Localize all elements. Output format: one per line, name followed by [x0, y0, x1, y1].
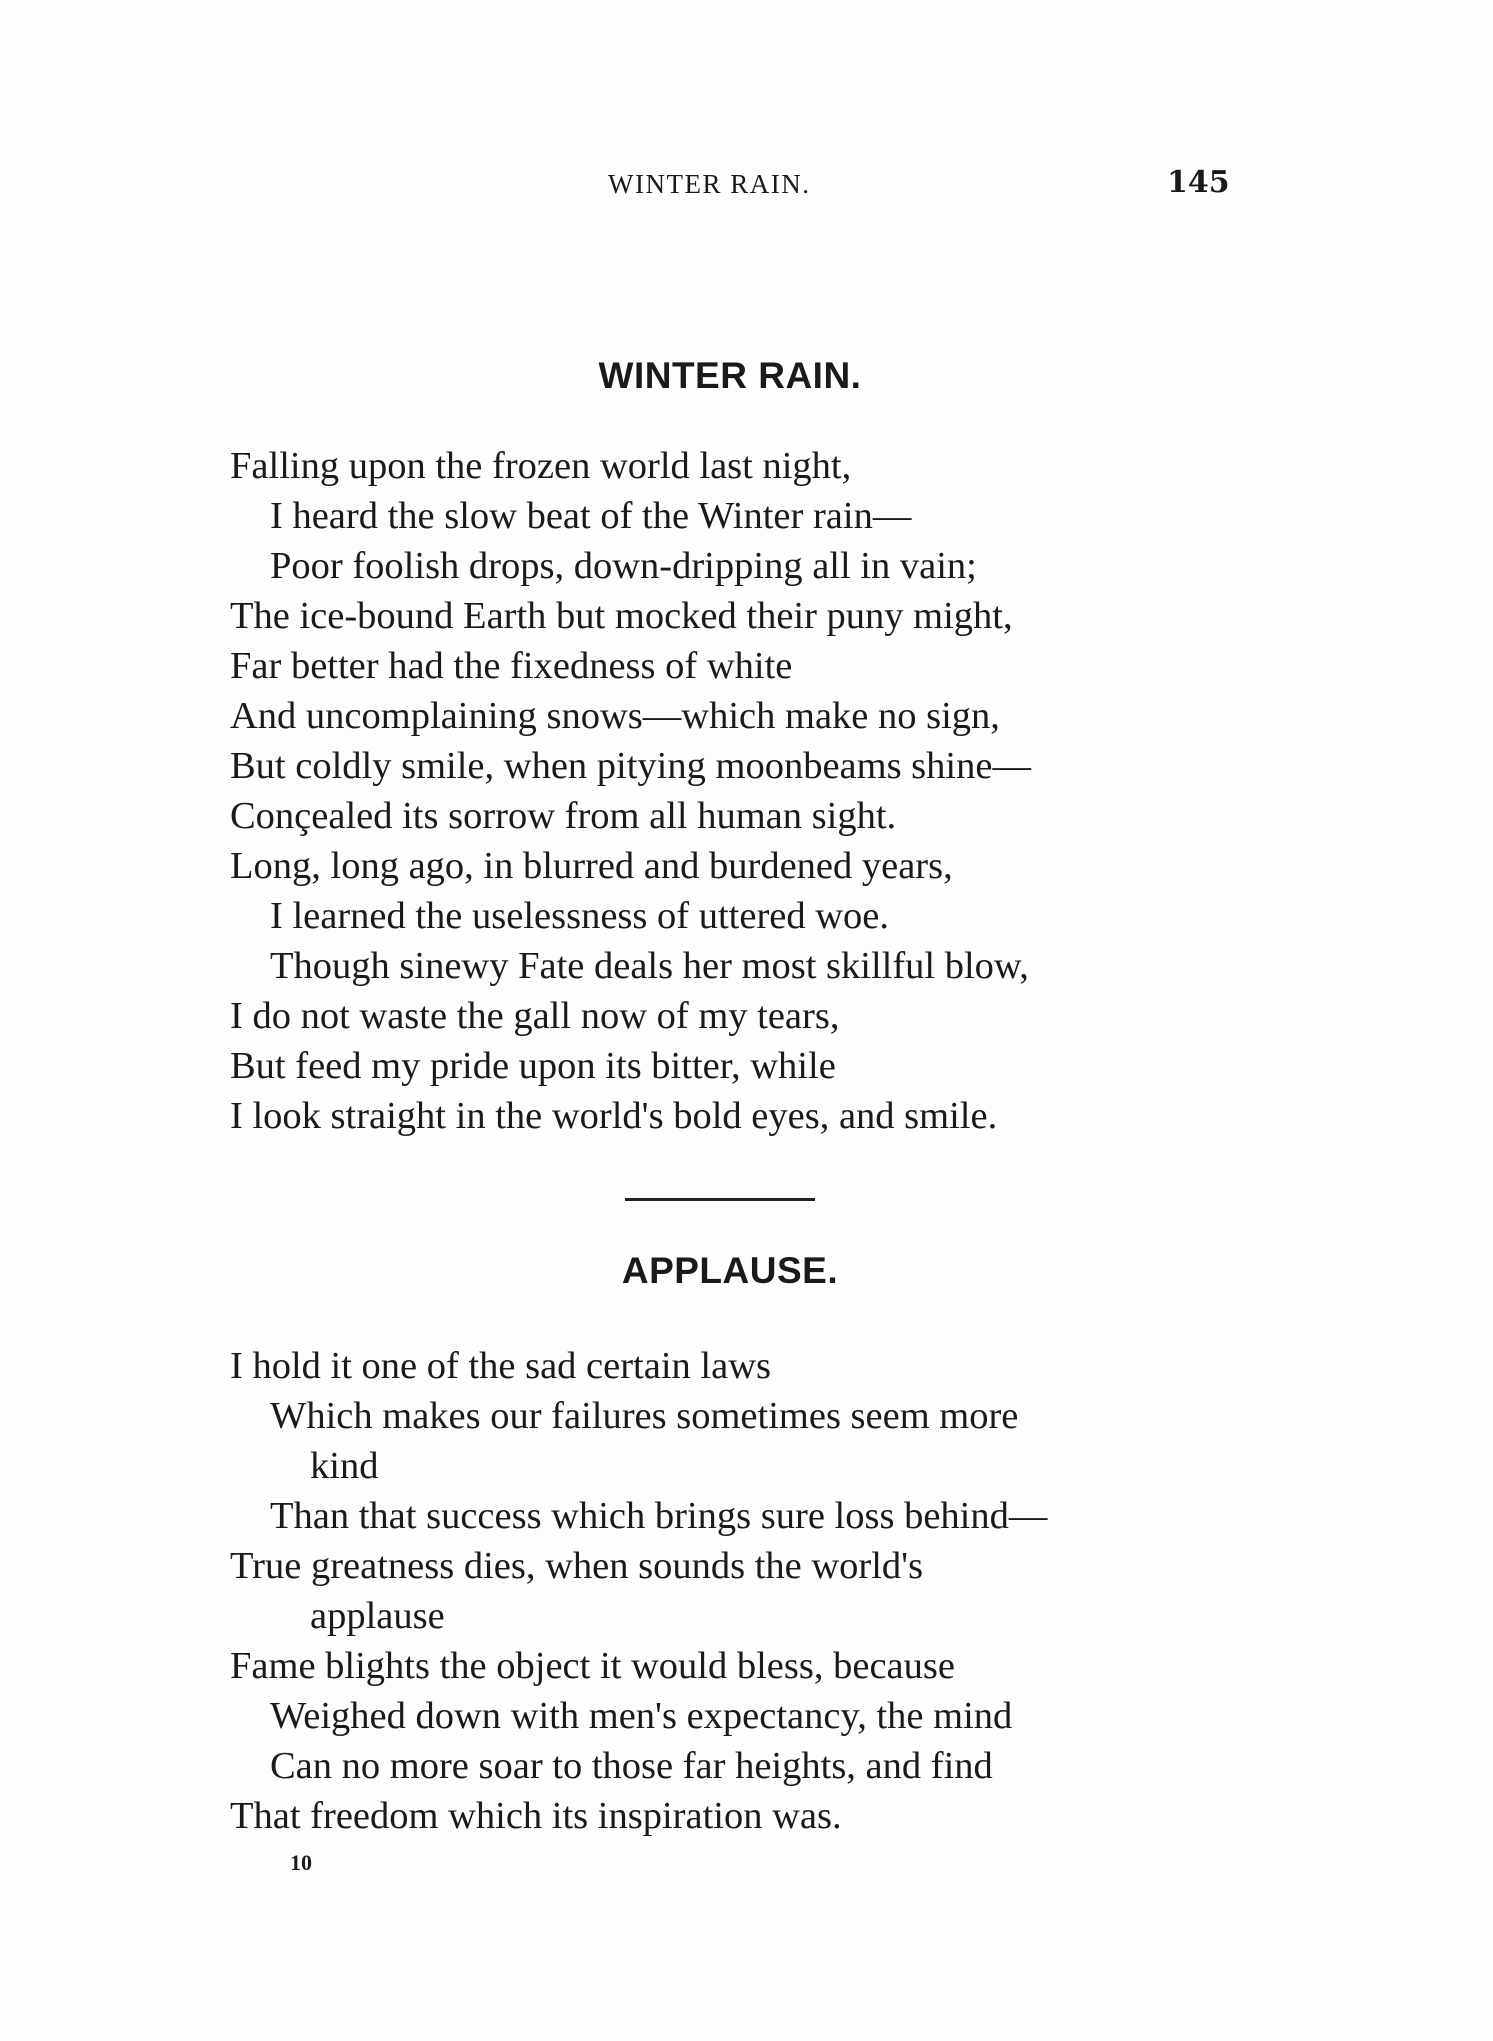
poem-line: Falling upon the frozen world last night, — [230, 445, 852, 487]
poem-title: APPLAUSE. — [621, 1250, 839, 1291]
poem-line: The ice-bound Earth but mocked their puny might, — [230, 595, 1013, 637]
poem-line: And uncomplaining snows—which make no sign, — [230, 695, 1000, 737]
signature-mark: 10 — [290, 1850, 312, 1875]
running-head — [0, 165, 1493, 205]
poem-body — [230, 441, 1230, 1141]
poem-line: Conçealed its sorrow from all human sight. — [230, 795, 897, 837]
poem-body — [230, 1341, 1230, 1841]
poem-line: I do not waste the gall now of my tears, — [230, 995, 840, 1037]
poem-line-continuation: applause — [310, 1595, 445, 1637]
poem-line: That freedom which its inspiration was. — [230, 1795, 842, 1837]
poem-line: Weighed down with men's expectancy, the mind — [270, 1695, 1013, 1737]
poem-line: I look straight in the world's bold eyes, and smile. — [230, 1095, 998, 1137]
poem-line: Poor foolish drops, down-dripping all in vain; — [270, 545, 977, 587]
poem-line: Long, long ago, in blurred and burdened years, — [230, 845, 953, 887]
poem-line: Than that success which brings sure loss behind— — [270, 1495, 1048, 1537]
poem-line: True greatness dies, when sounds the world's — [230, 1545, 924, 1587]
page-number: 145 — [1167, 165, 1230, 200]
section-divider — [625, 1198, 815, 1201]
poem-line: But coldly smile, when pitying moonbeams shine— — [230, 745, 1031, 787]
running-title: WINTER RAIN. — [608, 169, 811, 199]
poem-line: Though sinewy Fate deals her most skillful blow, — [270, 945, 1029, 987]
poem-line-continuation: kind — [310, 1445, 379, 1487]
poem-line: Which makes our failures sometimes seem more — [270, 1395, 1019, 1437]
poem-line: I learned the uselessness of uttered woe. — [270, 895, 889, 937]
poem-line: But feed my pride upon its bitter, while — [230, 1045, 836, 1087]
poem-line: Fame blights the object it would bless, because — [230, 1645, 955, 1687]
poem-title: WINTER RAIN. — [598, 355, 862, 396]
poem-line: Far better had the fixedness of white — [230, 645, 793, 687]
poem-line: I heard the slow beat of the Winter rain— — [270, 495, 912, 537]
poem-line: Can no more soar to those far heights, and find — [270, 1745, 993, 1787]
poem-line: I hold it one of the sad certain laws — [230, 1345, 771, 1387]
